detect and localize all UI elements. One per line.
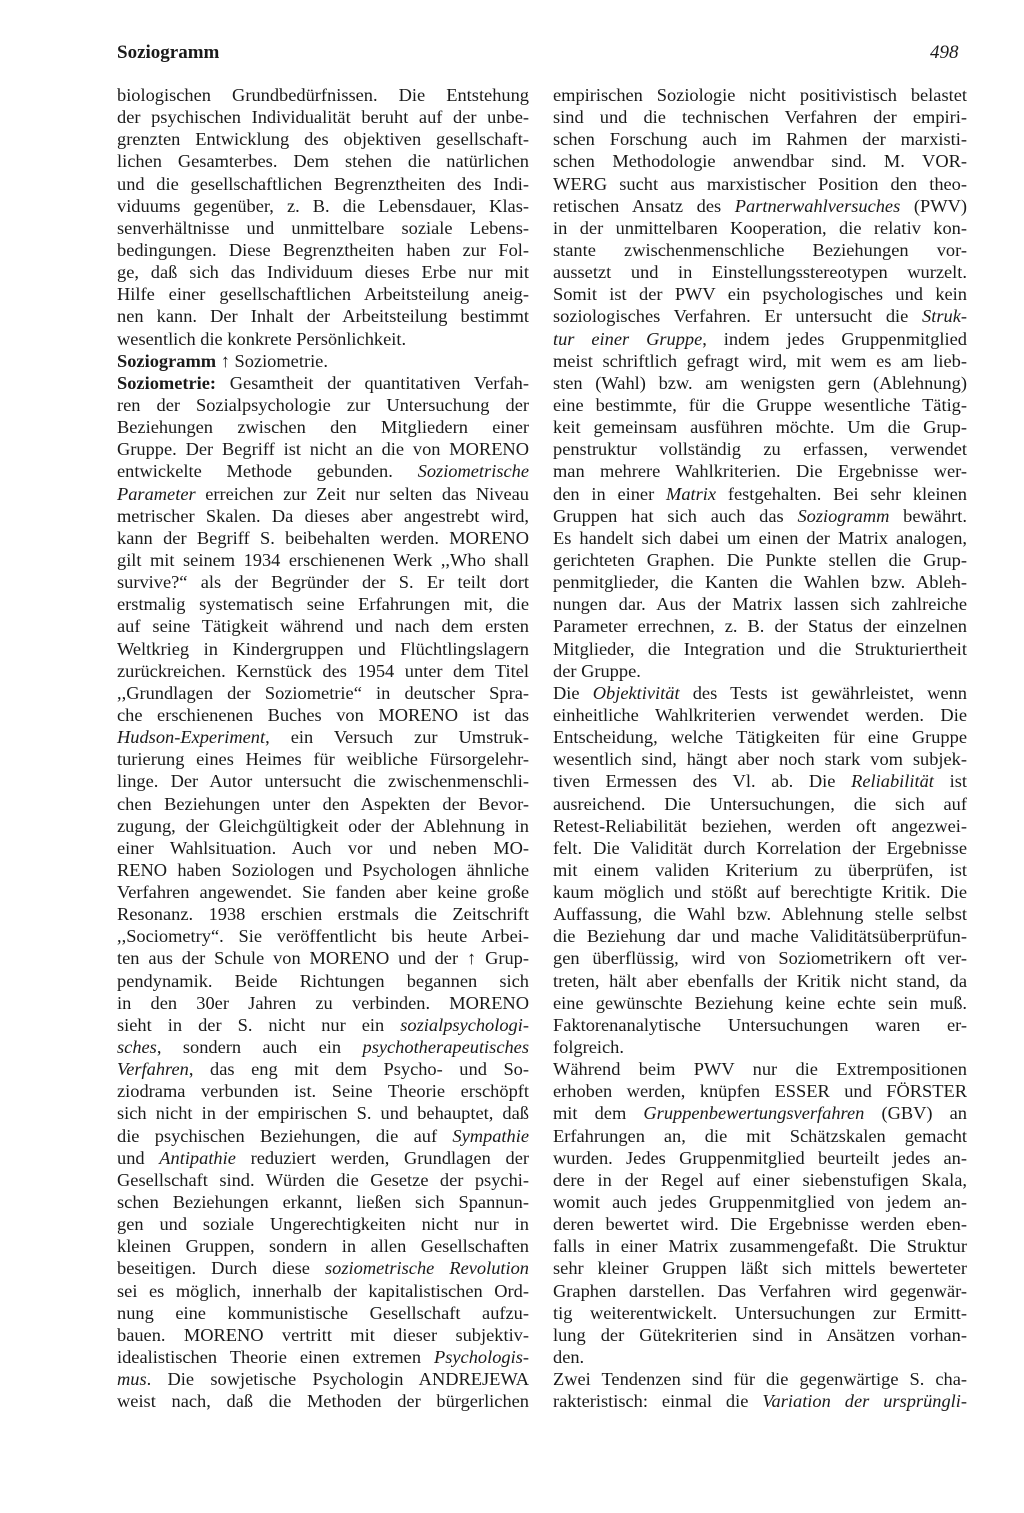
text-run: schen Beziehungen erkannt, ließen sich Spannun- [117, 1192, 529, 1213]
text-line [117, 903, 529, 925]
text-run: zugung, der Gleichgültigkeit oder der Ablehnung in [117, 815, 529, 836]
text-line [117, 195, 529, 217]
text-line [117, 571, 529, 593]
text-line [117, 483, 529, 505]
text-run: gen überflüssig, wird von Soziometrikern oft ver- [553, 948, 967, 969]
text-run: . Die sowjetische Psychologin ANDREJEWA [146, 1369, 529, 1390]
text-line [117, 1058, 529, 1080]
text-line [553, 593, 967, 615]
italic-term: tur einer Gruppe [553, 328, 703, 349]
text-line [553, 173, 967, 195]
text-line [553, 1191, 967, 1213]
text-run: mit dem [553, 1103, 644, 1124]
text-run: ten aus der Schule von MORENO und der ↑ Grup- [117, 948, 529, 969]
italic-term: Verfahren [117, 1059, 189, 1080]
text-line [117, 660, 529, 682]
text-line [117, 305, 529, 327]
text-line [117, 1390, 529, 1412]
text-run: chen Beziehungen unter den Aspekten der Bevor- [117, 793, 529, 814]
text-line [117, 992, 529, 1014]
italic-term: psychotherapeutisches [362, 1037, 529, 1058]
text-line [117, 217, 529, 239]
italic-term: Sympathie [452, 1125, 529, 1146]
text-run: Resonanz. 1938 erschien erstmals die Zeitschrift [117, 904, 529, 925]
text-run: Somit ist der PWV ein psychologisches und kein [553, 284, 967, 305]
italic-term: Gruppenbewertungsverfahren [643, 1103, 865, 1124]
text-line [553, 970, 967, 992]
text-run: (PWV) [900, 195, 967, 216]
text-run: tiven Ermessen des Vl. ab. Die [553, 771, 852, 792]
text-run: festgehalten. Bei sehr kleinen [716, 483, 967, 504]
text-run: nung eine kommunistische Gesellschaft aufzu- [117, 1302, 529, 1323]
text-line [117, 1169, 529, 1191]
text-column-right [553, 84, 967, 1412]
text-run: stante zwischenmenschliche Beziehungen vor- [553, 239, 967, 260]
text-run: Weltkrieg in Kindergruppen und Flüchtlingslagern [117, 638, 529, 659]
italic-term: mus [117, 1369, 147, 1390]
text-line [553, 1169, 967, 1191]
italic-term: Variation der ursprüngli- [762, 1391, 967, 1412]
text-run: penstruktur vollständig zu erfassen, verwendet [553, 439, 967, 460]
text-line [117, 1280, 529, 1302]
text-run: Mitglieder, die Integration und die Strukturiertheit [553, 638, 967, 659]
text-line [117, 925, 529, 947]
text-line [553, 483, 967, 505]
text-line [553, 1080, 967, 1102]
text-run: Gesamtheit der quantitativen Verfah- [216, 372, 529, 393]
text-line [553, 84, 967, 106]
text-run: gen und soziale Ungerechtigkeiten nicht nur in [117, 1214, 529, 1235]
text-run: Gruppen hat sich auch das [553, 505, 798, 526]
italic-term: Reliabilität [851, 771, 934, 792]
text-run: felt. Die Validität durch Korrelation der Ergebnisse [553, 837, 967, 858]
italic-term: Objektivität [592, 682, 680, 703]
text-run: ausreichend. Die Untersuchungen, die sich auf [553, 793, 967, 814]
text-line [117, 970, 529, 992]
text-run: kann der Begriff S. beibehalten werden. MORENO [117, 527, 529, 548]
text-run: Gesellschaft sind. Würden die Gesetze der psychi- [117, 1169, 529, 1190]
text-run: beseitigen. Durch diese [117, 1258, 325, 1279]
text-line [553, 128, 967, 150]
text-line [117, 1324, 529, 1346]
text-line [553, 615, 967, 637]
text-line [553, 660, 967, 682]
text-run: che erschienenen Buches von MORENO ist das [117, 704, 529, 725]
text-line [553, 283, 967, 305]
text-run: erreichen zur Zeit nur selten das Niveau [195, 483, 529, 504]
running-header-title: Soziogramm [117, 42, 220, 63]
text-line [117, 549, 529, 571]
italic-term: Antipathie [159, 1147, 236, 1168]
text-line [117, 1257, 529, 1279]
text-line [553, 682, 967, 704]
text-run: ren der Sozialpsychologie zur Untersuchung der [117, 394, 529, 415]
text-line [117, 394, 529, 416]
text-line [117, 1346, 529, 1368]
text-run: des Tests ist gewährleistet, wenn [679, 682, 967, 703]
text-run: treten, hält aber ebenfalls der Kritik nicht stand, da [553, 970, 967, 991]
text-run: erstmalig systematisch seine Erfahrungen mit, die [117, 594, 529, 615]
text-run: wesentlich sind, hängt aber noch stark vom subjek- [553, 749, 967, 770]
text-line [117, 726, 529, 748]
text-line [553, 1257, 967, 1279]
text-run: zurückreichen. Kernstück des 1954 unter dem Titel [117, 660, 529, 681]
text-run: Zwei Tendenzen sind für die gegenwärtige S. cha- [553, 1369, 967, 1390]
text-line [117, 239, 529, 261]
text-run: den in einer [553, 483, 666, 504]
text-line [553, 416, 967, 438]
text-line [553, 1058, 967, 1080]
text-line [117, 106, 529, 128]
text-line [117, 372, 529, 394]
text-run: rakteristisch: einmal die [553, 1391, 763, 1412]
text-run: sehr kleiner Gruppen läßt sich mittels bewerteter [553, 1258, 967, 1279]
text-line [117, 815, 529, 837]
text-line [553, 261, 967, 283]
text-run: Parameter errechnen, z. B. der Status der einzelnen [553, 616, 967, 637]
text-line [553, 394, 967, 416]
text-run: bedingungen. Diese Begrenztheiten haben zur Fol- [117, 239, 529, 260]
text-line [117, 593, 529, 615]
text-line [553, 1102, 967, 1124]
text-line [553, 527, 967, 549]
text-line [117, 150, 529, 172]
text-line [553, 859, 967, 881]
text-line [117, 505, 529, 527]
italic-term: sches [117, 1037, 157, 1058]
text-run: aussetzt und in Einstellungsstereotypen wurzelt. [553, 262, 967, 283]
italic-term: sozialpsychologi- [400, 1014, 529, 1035]
text-run: penmitglieder, die Kanten die Wahlen bzw. Ableh- [553, 572, 967, 593]
text-run: reduziert werden, Grundlagen der [235, 1147, 529, 1168]
text-line [553, 350, 967, 372]
text-run: schen Methodologie anwendbar sind. M. VOR- [553, 151, 967, 172]
text-run: nungen dar. Aus der Matrix lassen sich zahlreiche [553, 594, 967, 615]
text-run: gerichteten Graphen. Die Punkte stellen die Grup- [553, 549, 967, 570]
text-run: ,,Grundlagen der Soziometrie“ in deutscher Spra- [117, 682, 529, 703]
text-run: ,,Sociometry“. Sie veröffentlicht bis heute Arbei- [117, 926, 529, 947]
text-run: folgreich. [553, 1037, 624, 1058]
text-line [117, 748, 529, 770]
text-run: deren bewertet wird. Die Ergebnisse werden eben- [553, 1214, 967, 1235]
text-run: Gruppe. Der Begriff ist nicht an die von MORENO [117, 439, 529, 460]
text-line [117, 283, 529, 305]
text-run: womit auch jedes Gruppenmitglied von jedem an- [553, 1192, 967, 1213]
text-run: Retest-Reliabilität beziehen, werden oft angezwei- [553, 815, 967, 836]
text-run: ziodrama verbunden ist. Seine Theorie erschöpft [117, 1081, 529, 1102]
text-line [553, 748, 967, 770]
text-run: sieht in der S. nicht nur ein [117, 1014, 401, 1035]
text-line [117, 837, 529, 859]
text-line [117, 947, 529, 969]
text-run: ge, daß sich das Individuum dieses Erbe nur mit [117, 262, 529, 283]
text-run: mit einem validen Kriterium zu überprüfen, ist [553, 859, 967, 880]
text-run: WERG sucht aus marxistischer Position den theo- [553, 173, 967, 194]
text-run: Erfahrungen an, die mit Schätzskalen gemacht [553, 1125, 967, 1146]
text-line [553, 328, 967, 350]
text-run: eine gewünschte Beziehung keine echte sein muß. [553, 992, 967, 1013]
text-run: lung der Gütekriterien sind in Ansätzen vorhan- [553, 1324, 967, 1345]
text-run: Es handelt sich dabei um einen der Matrix analogen, [553, 527, 967, 548]
italic-term: Partnerwahlversuches [734, 195, 901, 216]
text-run: biologischen Grundbedürfnissen. Die Entstehung [117, 85, 529, 105]
text-line [553, 195, 967, 217]
text-line [117, 1191, 529, 1213]
text-line [117, 261, 529, 283]
text-line [553, 1302, 967, 1324]
text-run: die Beziehung dar und mache Validitätsüberprüfun- [553, 926, 967, 947]
text-run: eine bestimmte, für die Gruppe wesentliche Tätig- [553, 394, 967, 415]
text-line [117, 328, 529, 350]
text-line [553, 549, 967, 571]
text-run: ist [933, 771, 967, 792]
text-line [553, 438, 967, 460]
text-run: Entscheidung, welche Tätigkeiten für eine Gruppe [553, 727, 967, 748]
italic-term: Soziogramm [797, 505, 890, 526]
text-run: ↑ Soziometrie. [216, 350, 328, 371]
text-line [117, 173, 529, 195]
text-run: weist nach, daß die Methoden der bürgerlichen [117, 1391, 529, 1412]
text-run: der psychischen Individualität beruht auf der unbe- [117, 107, 529, 128]
text-line [117, 859, 529, 881]
text-line [553, 460, 967, 482]
text-run: entwickelte Methode gebunden. [117, 461, 418, 482]
text-run: keit gemeinsam ausführen möchte. Um die Grup- [553, 417, 967, 438]
text-run: soziologisches Verfahren. Er untersucht die [553, 306, 923, 327]
text-run: tig weiterentwickelt. Untersuchungen zur Ermitt- [553, 1302, 967, 1323]
entry-headword: Soziometrie: [117, 372, 217, 393]
text-run: erhoben werden, knüpfen ESSER und FÖRSTER [553, 1081, 967, 1102]
text-line [553, 505, 967, 527]
text-run: der Gruppe. [553, 660, 641, 681]
text-line [553, 947, 967, 969]
text-line [553, 571, 967, 593]
text-line [553, 726, 967, 748]
text-run: retischen Ansatz des [553, 195, 735, 216]
text-line [553, 150, 967, 172]
text-line [553, 1125, 967, 1147]
text-line [117, 1213, 529, 1235]
text-line [117, 638, 529, 660]
page-number: 498 [930, 42, 959, 63]
text-line [553, 837, 967, 859]
text-run: sei es möglich, innerhalb der kapitalistischen Ord- [117, 1280, 529, 1301]
text-line [117, 128, 529, 150]
text-line [117, 1014, 529, 1036]
text-run: Während beim PWV nur die Extrempositionen [553, 1059, 967, 1080]
text-line [553, 1014, 967, 1036]
text-run: und [117, 1147, 160, 1168]
text-run: Faktorenanalytische Untersuchungen waren er- [553, 1014, 967, 1035]
text-column-left [117, 84, 529, 1412]
text-run: kleinen Gruppen, sondern in allen Gesellschaften [117, 1236, 529, 1257]
text-line [553, 217, 967, 239]
text-run: gilt mit seinem 1934 erschienenen Werk ,,Who shall [117, 549, 529, 570]
text-run: metrischer Skalen. Da dieses aber angestrebt wird, [117, 505, 529, 526]
italic-term: Parameter [117, 483, 196, 504]
text-run: sten (Wahl) bzw. am wenigsten gern (Ablehnung) [553, 372, 967, 393]
text-line [117, 1302, 529, 1324]
text-run: , das eng mit dem Psycho- und So- [188, 1059, 529, 1080]
text-run: in den 30er Jahren zu verbinden. MORENO [117, 992, 529, 1013]
text-run: , sondern auch ein [156, 1037, 363, 1058]
text-run: Graphen darstellen. Das Verfahren wird gegenwär- [553, 1280, 967, 1301]
text-line [117, 527, 529, 549]
text-line [553, 815, 967, 837]
text-line [553, 1390, 967, 1412]
text-run: sind und die technischen Verfahren der empiri- [553, 107, 967, 128]
text-line [553, 881, 967, 903]
text-line [117, 416, 529, 438]
text-run: und die gesellschaftlichen Begrenztheiten des Indi- [117, 173, 529, 194]
text-run: turierung eines Heimes für weibliche Fürsorgelehr- [117, 749, 529, 770]
text-run: Hilfe einer gesellschaftlichen Arbeitsteilung aneig- [117, 284, 529, 305]
text-line [553, 770, 967, 792]
text-run: bewährt. [889, 505, 967, 526]
italic-term: Matrix [666, 483, 717, 504]
italic-term: Struk- [922, 306, 967, 327]
text-line [553, 1346, 967, 1368]
text-run: , ein Versuch zur Umstruk- [265, 727, 529, 748]
text-line [553, 793, 967, 815]
text-line [117, 1235, 529, 1257]
text-line [117, 84, 529, 106]
italic-term: Psychologis- [434, 1347, 529, 1368]
text-line [553, 239, 967, 261]
text-run: falls in einer Matrix zusammengefaßt. Die Struktur [553, 1236, 967, 1257]
text-line [553, 1213, 967, 1235]
text-line [553, 1147, 967, 1169]
text-run: grenzten Entwicklung des objektiven gesellschaft- [117, 129, 529, 150]
text-run: wurden. Jedes Gruppenmitglied beurteilt jedes an- [553, 1147, 967, 1168]
text-line [553, 372, 967, 394]
text-line [553, 1368, 967, 1390]
text-run: Verfahren angewendet. Sie fanden aber keine große [117, 882, 529, 903]
text-run: linge. Der Autor untersucht die zwischenmenschli- [117, 771, 529, 792]
text-run: einer Wahlsituation. Auch vor und neben MO- [117, 837, 529, 858]
text-run: meist schriftlich gefragt wird, mit wem es am lieb- [553, 350, 967, 371]
text-line [117, 1036, 529, 1058]
text-line [553, 106, 967, 128]
text-run: dere in der Regel auf einer siebenstufigen Skala, [553, 1169, 967, 1190]
text-line [553, 1324, 967, 1346]
text-run: , indem jedes Gruppenmitglied [702, 328, 967, 349]
text-line [117, 1368, 529, 1390]
text-run: idealistischen Theorie einen extremen [117, 1347, 434, 1368]
text-line [117, 1125, 529, 1147]
text-run: man mehrere Wahlkriterien. Die Ergebnisse wer- [553, 461, 967, 482]
text-line [117, 793, 529, 815]
text-line [553, 903, 967, 925]
text-run: auf seine Tätigkeit während und nach dem ersten [117, 616, 529, 637]
text-line [553, 1280, 967, 1302]
text-run: viduums gegenüber, z. B. die Lebensdauer, Klas- [117, 195, 529, 216]
text-run: sich nicht in der empirischen S. und behauptet, daß [117, 1103, 529, 1124]
text-line [117, 1102, 529, 1124]
text-run: wesentlich die konkrete Persönlichkeit. [117, 328, 407, 349]
text-line [553, 992, 967, 1014]
text-line [117, 770, 529, 792]
text-line [117, 682, 529, 704]
text-line [553, 925, 967, 947]
text-line [553, 704, 967, 726]
text-run: Beziehungen zwischen den Mitgliedern einer [117, 417, 529, 438]
text-run: bauen. MORENO vertritt mit dieser subjektiv- [117, 1324, 529, 1345]
text-run: den. [553, 1347, 585, 1368]
text-run: Die [553, 682, 593, 703]
text-line [117, 460, 529, 482]
italic-term: soziometrische Revolution [325, 1258, 530, 1279]
text-line [117, 1147, 529, 1169]
text-run: einheitliche Wahlkriterien verwendet werden. Die [553, 704, 967, 725]
text-line [553, 1036, 967, 1058]
italic-term: Soziometrische [417, 461, 529, 482]
text-run: pendynamik. Beide Richtungen begannen sich [117, 970, 529, 991]
text-line [117, 438, 529, 460]
text-run: empirischen Soziologie nicht positivistisch belastet [553, 85, 967, 105]
text-line [117, 1080, 529, 1102]
text-run: in der unmittelbaren Kooperation, die relativ kon- [553, 217, 967, 238]
text-run: nen kann. Der Inhalt der Arbeitsteilung bestimmt [117, 306, 529, 327]
text-run: kaum möglich und stößt auf berechtigte Kritik. Die [553, 882, 967, 903]
text-line [553, 1235, 967, 1257]
text-run: senverhältnisse und unmittelbare soziale Lebens- [117, 217, 529, 238]
italic-term: Hudson-Experiment [117, 727, 266, 748]
text-run: schen Forschung auch im Rahmen der marxisti- [553, 129, 967, 150]
text-run: Auffassung, die Wahl bzw. Ablehnung stelle selbst [553, 904, 967, 925]
text-run: die psychischen Beziehungen, die auf [117, 1125, 453, 1146]
text-line [117, 704, 529, 726]
text-line [553, 638, 967, 660]
text-run: (GBV) an [864, 1103, 967, 1124]
text-line [117, 350, 529, 372]
text-line [117, 615, 529, 637]
text-line [553, 305, 967, 327]
text-run: lichen Gesamterbes. Dem stehen die natürlichen [117, 151, 529, 172]
text-run: survive?“ als der Begründer der S. Er teilt dort [117, 572, 529, 593]
text-run: RENO haben Soziologen und Psychologen ähnliche [117, 859, 529, 880]
entry-headword: Soziogramm [117, 350, 217, 371]
text-line [117, 881, 529, 903]
